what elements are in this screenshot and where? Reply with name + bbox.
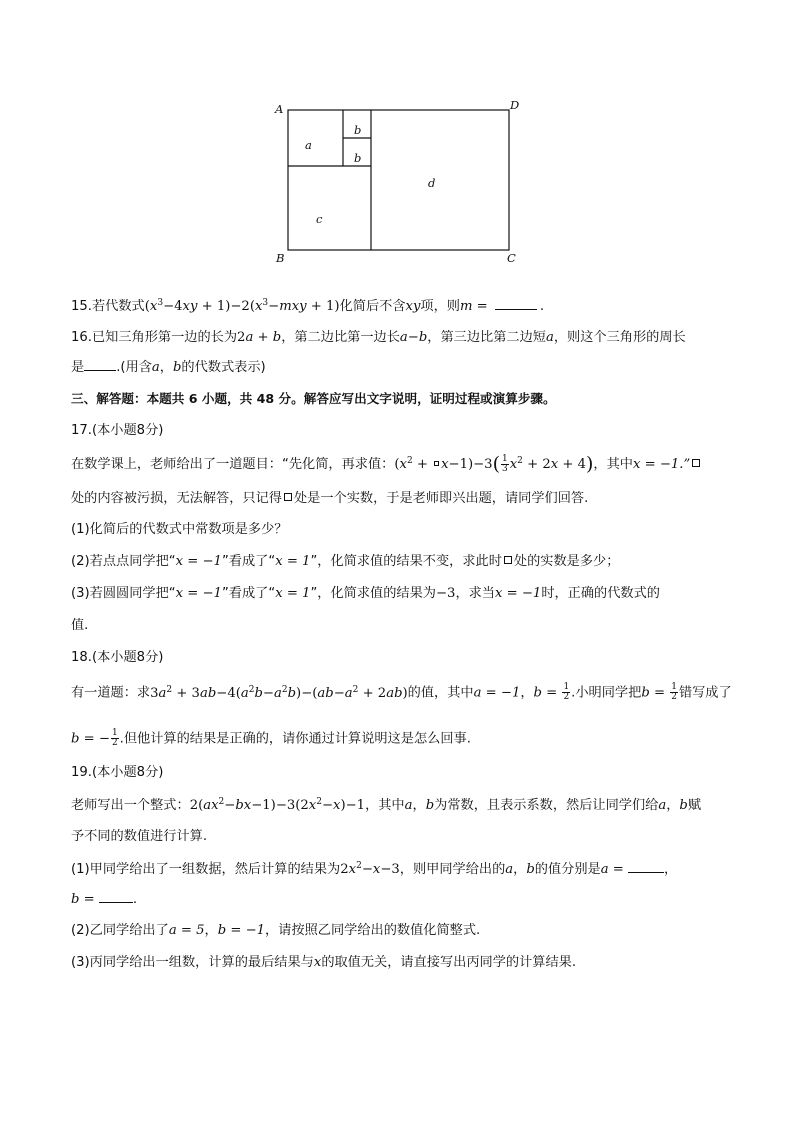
q18-expression: $3a^2 + 3ab-4(a^2b-a^2b)-(ab-a^2 + 2ab)$ (150, 684, 408, 701)
region-label-d: d (428, 176, 436, 190)
fraction-half: $\frac{1}{2}$ (671, 682, 677, 702)
q17-p2-a: (2)若点点同学把“ (71, 554, 176, 569)
q17-text-e: 处是一个实数，于是老师即兴出题，请同学们回答. (294, 491, 589, 506)
region-label-a: a (305, 138, 312, 152)
rectangle-figure (270, 96, 530, 266)
q17-p3-e: ”，化简求值的结果为 (310, 586, 436, 601)
outer-rectangle (288, 110, 509, 250)
q19-p2-b: a = 5 (168, 923, 205, 938)
q19-p3-b: x (313, 955, 322, 970)
q15-var: m (459, 299, 473, 314)
q17-heading: 17.(本小题8分) (71, 423, 164, 438)
q17-p3-f: −3 (435, 586, 456, 601)
q16-text-h: 的代数式表示) (181, 360, 266, 375)
q19-line-1: 老师写出一个整式：$2(ax^2-bx-1)-3(2x^2-x)-1$，其中a，b为常数，且表示系数，然后让同学们给a，b赋 (71, 797, 702, 813)
q15-prefix: 15.若代数式 (71, 299, 145, 314)
q16-expr-3: a (545, 330, 554, 345)
corner-label-d: D (510, 98, 520, 112)
q19-p1-var-a: a (505, 862, 514, 877)
q16-text-g: ， (159, 360, 173, 375)
q16-text-f: .(用含 (116, 360, 152, 375)
q17-part-2 (71, 553, 619, 571)
q17-p3-c: ”看成了“ (221, 586, 276, 601)
q17-text-c: x = −1.” (632, 457, 691, 472)
q19-p1-c: 的值分别是 (534, 862, 601, 877)
q19-p1-eq: a = (600, 862, 629, 877)
smudge-box-icon (504, 556, 512, 564)
q19-text-c: 为常数，且表示系数，然后让同学们给 (434, 798, 659, 813)
q19-p3-c: 的取值无关，请直接写出丙同学的计算结果. (321, 955, 577, 970)
q16-text-e: 是 (71, 360, 85, 375)
region-label-c: c (316, 212, 323, 226)
q17-p3-g: ，求当 (455, 586, 495, 601)
q19-p1-var-b: b (526, 862, 535, 877)
q17-p2-c: ”看成了“ (221, 554, 276, 569)
q18-text-b: 的值，其中 (407, 685, 474, 701)
q19-p2-e: ，请按照乙同学给出的数值化简整式. (265, 923, 481, 938)
q17-text-b: ，其中 (593, 457, 633, 472)
fraction-half: $\frac{1}{2}$ (111, 728, 118, 748)
q19-p1-expression: $2x^2-x-3$ (340, 861, 400, 877)
question-16-line-2 (71, 358, 266, 377)
q17-p3-i: 时，正确的代数式的 (541, 586, 660, 601)
q17-part-3 (71, 585, 660, 603)
q17-text-d: 处的内容被污损，无法解答，只记得 (71, 491, 282, 506)
q17-p3-h: x = −1 (495, 586, 542, 601)
q15-end: . (539, 299, 545, 314)
q19-part-1: (1)甲同学给出了一组数据，然后计算的结果为$2x^2-x-3$，则甲同学给出的a，b的值分别是a = ， (71, 861, 678, 877)
q19-p1-e: b = (71, 892, 99, 907)
q15-expression: $(x^3-4xy + 1)-2(x^3-mxy + 1)$ (144, 298, 340, 314)
q19-var-b2: b (679, 798, 688, 813)
q19-answer-b-blank[interactable] (99, 890, 133, 903)
q19-p1-b: ，则甲同学给出的 (399, 862, 506, 877)
q19-part-2 (71, 922, 480, 940)
q16-var-a: a (151, 360, 160, 375)
q16-text-a: 16.已知三角形第一边的长为 (71, 330, 238, 345)
q18-text-c: a = −1 (473, 685, 521, 701)
q19-text-b: ，其中 (365, 798, 405, 813)
q17-line-2 (71, 490, 588, 508)
q18-text-a: 有一道题：求 (71, 685, 151, 701)
q18-text-f: .小明同学把 (571, 685, 642, 701)
smudge-box-icon (284, 493, 292, 501)
q19-p2-c: ， (204, 923, 218, 938)
q19-p1-f: . (132, 892, 138, 907)
q19-text-a: 老师写出一个整式： (71, 798, 190, 813)
q19-line-2: 予不同的数值进行计算. (71, 829, 208, 844)
q15-mid: 化简后不含 (339, 299, 406, 314)
q15-suffix: 项，则 (420, 299, 460, 314)
q16-text-c: ，第三边比第二边短 (427, 330, 546, 345)
q18-text-h: 错写成了 (678, 685, 732, 701)
q17-text-a: 在数学课上，老师给出了一道题目：“先化简，再求值： (71, 457, 395, 472)
q18-text-d: ， (520, 685, 534, 701)
q19-part-1-cont (71, 890, 137, 909)
q18-line-2 (71, 729, 471, 749)
q19-expression: $2(ax^2-bx-1)-3(2x^2-x)-1$ (189, 797, 366, 813)
corner-label-b: B (276, 251, 285, 265)
q15-term: xy (405, 299, 421, 314)
q17-expression: $(x^2 + x-1)-3$( $\frac{1}{3}$ $x^2 + 2x + 4$) (394, 453, 594, 475)
q19-heading: 19.(本小题8分) (71, 765, 164, 780)
q19-answer-a-blank[interactable] (628, 860, 664, 873)
q18-text-e: b = (533, 685, 562, 701)
q19-text-d: 赋 (687, 798, 702, 813)
q15-eq: = (472, 299, 492, 314)
fraction-half: $\frac{1}{2}$ (563, 682, 570, 702)
q19-p1-d: ， (664, 862, 678, 877)
question-16-line-1 (71, 329, 686, 347)
q19-part-3 (71, 954, 576, 972)
corner-label-c: C (507, 251, 516, 265)
q16-text-d: ，则这个三角形的周长 (553, 330, 686, 345)
q17-p3-d: x = 1 (275, 586, 311, 601)
q19-p2-d: b = −1 (217, 923, 266, 938)
q18-text-g: b = (641, 685, 670, 701)
q19-vars-ab: a (404, 798, 413, 813)
q18-line-1 (71, 683, 732, 703)
q17-p3-a: (3)若圆圆同学把“ (71, 586, 176, 601)
q17-p3-b: x = −1 (175, 586, 222, 601)
q19-var-b: b (425, 798, 435, 813)
corner-label-a: A (275, 102, 284, 116)
q19-var-a2: a (658, 798, 667, 813)
q17-line-1 (71, 455, 702, 474)
q17-p2-e: ”，化简求值的结果不变，求此时 (310, 554, 502, 569)
q18-text-j: .但他计算的结果是正确的，请你通过计算说明这是怎么回事. (119, 731, 471, 747)
q19-p3-a: (3)丙同学给出一组数，计算的最后结果与 (71, 955, 314, 970)
q17-p2-f: 处的实数是多少； (513, 554, 620, 569)
q16-answer-blank[interactable] (84, 358, 116, 371)
q15-answer-blank[interactable] (495, 297, 537, 310)
q17-part-3-cont: 值. (71, 618, 89, 633)
q17-p2-d: x = 1 (275, 554, 311, 569)
q17-part-1: (1)化简后的代数式中常数项是多少？ (71, 522, 288, 537)
q19-p2-a: (2)乙同学给出了 (71, 923, 169, 938)
section-3-heading: 三、解答题：本题共 6 小题，共 48 分。解答应写出文字说明，证明过程或演算步骤。 (71, 391, 556, 406)
q16-var-b: b (172, 360, 182, 375)
q18-text-i: b = − (71, 731, 110, 747)
region-label-b-top: b (354, 123, 362, 137)
rectangle-diagram (270, 96, 530, 266)
region-label-b-bottom: b (354, 151, 362, 165)
q18-heading: 18.(本小题8分) (71, 650, 164, 665)
q16-expr-2: a−b (399, 330, 428, 345)
question-15 (71, 297, 544, 316)
smudge-box-icon (692, 459, 700, 467)
q16-expr-1: 2a + b (237, 330, 282, 345)
q16-text-b: ，第二边比第一边长 (281, 330, 400, 345)
q17-p2-b: x = −1 (175, 554, 222, 569)
q19-p1-a: (1)甲同学给出了一组数据，然后计算的结果为 (71, 862, 341, 877)
